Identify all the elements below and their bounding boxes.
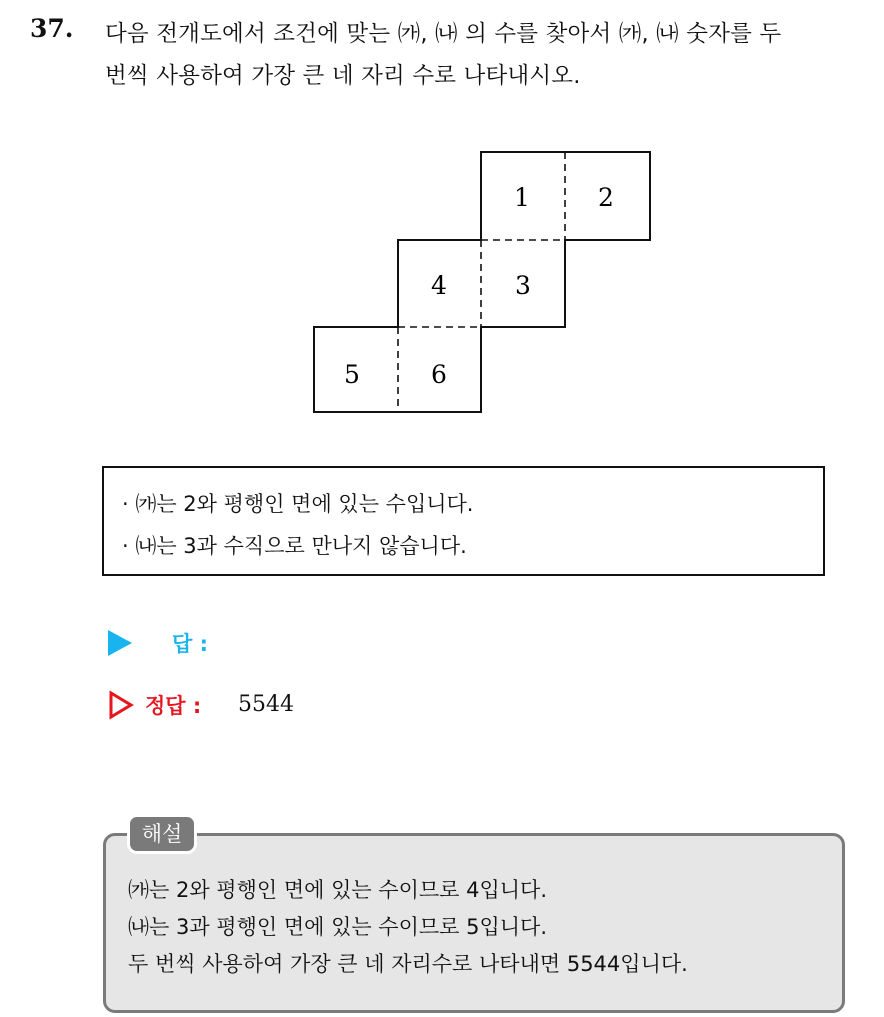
conditions-box: [102, 466, 825, 576]
face-label: 3: [515, 271, 531, 300]
question-number: 37.: [30, 14, 74, 43]
question-text-line-2: 번씩 사용하여 가장 큰 네 자리 수로 나타내시오.: [105, 63, 581, 89]
face-label: 5: [344, 360, 360, 389]
face-label: 2: [598, 183, 614, 212]
correct-answer-value: 5544: [238, 692, 294, 717]
correct-answer-label: 정답 :: [145, 694, 202, 718]
answer-label: 답 :: [172, 632, 208, 656]
condition-line-1: · ㈎는 2와 평행인 면에 있는 수입니다.: [122, 492, 474, 516]
explanation-box: [103, 833, 845, 1013]
cube-net-diagram: [0, 0, 884, 460]
face-label: 6: [431, 360, 447, 389]
question-text-line-1: 다음 전개도에서 조건에 맞는 ㈎, ㈏ 의 수를 찾아서 ㈎, ㈏ 숫자를 두: [105, 21, 782, 47]
outline-triangle-icon: [108, 690, 134, 720]
play-triangle-icon: [108, 630, 132, 656]
explanation-line-3: 두 번씩 사용하여 가장 큰 네 자리수로 나타내면 5544입니다.: [128, 952, 688, 976]
face-label: 4: [431, 271, 447, 300]
condition-line-2: · ㈏는 3과 수직으로 만나지 않습니다.: [122, 534, 467, 558]
explanation-line-1: ㈎는 2와 평행인 면에 있는 수이므로 4입니다.: [128, 878, 548, 902]
explanation-line-2: ㈏는 3과 평행인 면에 있는 수이므로 5입니다.: [128, 915, 548, 939]
face-label: 1: [514, 183, 530, 212]
explanation-tag: 해설: [127, 814, 197, 854]
